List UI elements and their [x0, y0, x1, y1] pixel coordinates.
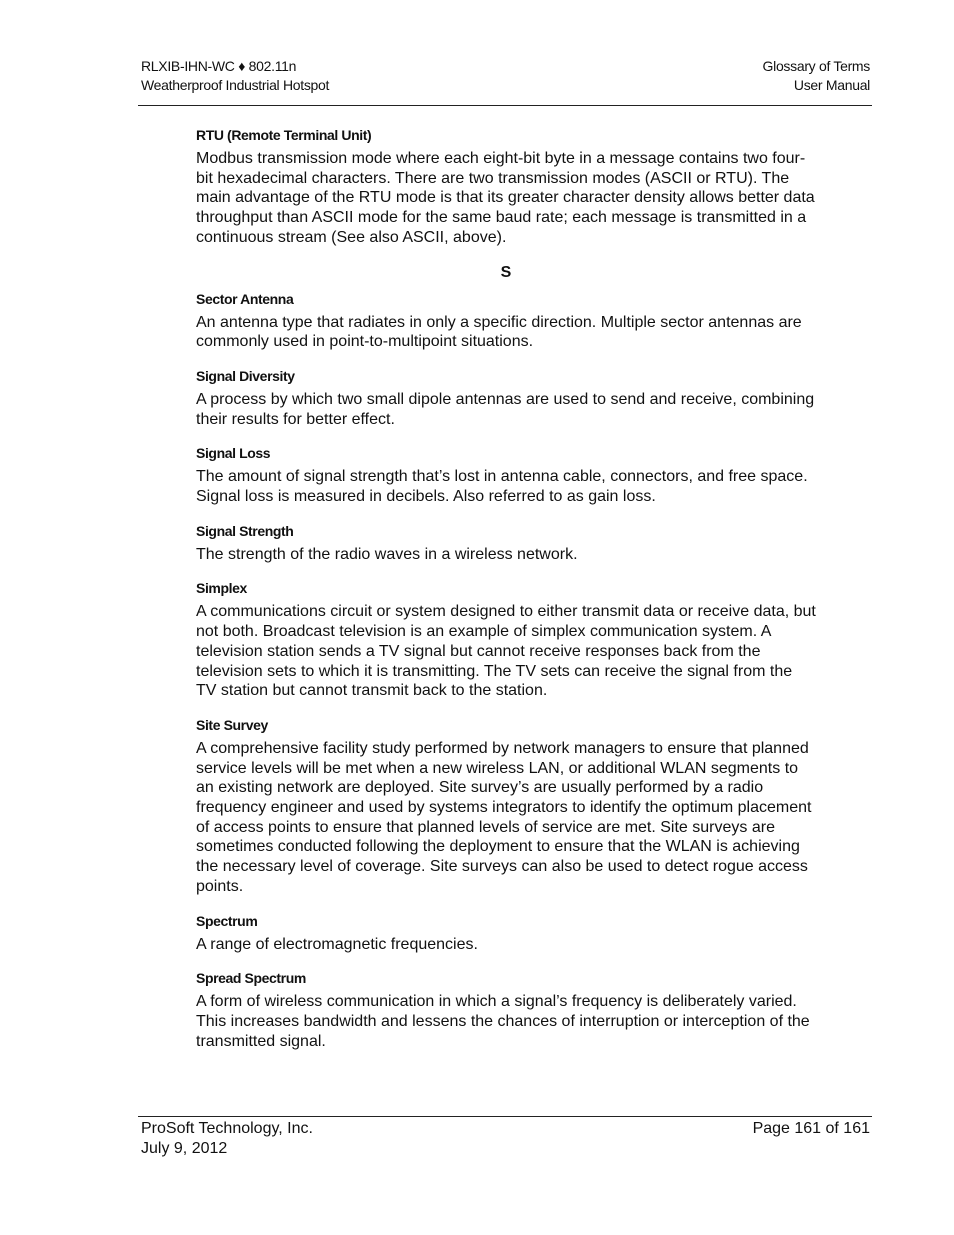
glossary-term: Spread Spectrum	[196, 970, 306, 987]
glossary-entry	[196, 444, 816, 506]
header-doc-type: User Manual	[793, 77, 870, 93]
glossary-entry	[196, 716, 816, 897]
glossary-entry	[196, 522, 816, 565]
glossary-term: Sector Antenna	[196, 290, 294, 307]
glossary-definition: The strength of the radio waves in a wireless network.	[196, 545, 578, 563]
section-letter: S	[500, 263, 512, 281]
header-right	[763, 57, 870, 95]
footer-divider	[138, 1116, 872, 1117]
glossary-term: RTU (Remote Terminal Unit)	[196, 127, 372, 143]
glossary-term: Signal Strength	[196, 522, 294, 539]
glossary-term: Signal Loss	[196, 445, 271, 462]
glossary-entry	[196, 969, 816, 1051]
glossary-entry	[196, 912, 816, 955]
footer-company: ProSoft Technology, Inc.	[141, 1120, 313, 1137]
glossary-definition: An antenna type that radiates in only a specific direction. Multiple sector antennas are commonly used in point-to-multipoint situations.	[196, 313, 802, 351]
glossary-entry	[196, 367, 816, 429]
header-product: RLXIB-IHN-WC ♦ 802.11n	[141, 58, 297, 74]
glossary-term: Signal Diversity	[196, 367, 295, 384]
glossary-term: Simplex	[196, 580, 247, 597]
header-subtitle: Weatherproof Industrial Hotspot	[141, 77, 330, 93]
glossary-content	[196, 126, 816, 1066]
glossary-entry	[196, 126, 816, 248]
footer-date: July 9, 2012	[141, 1140, 228, 1157]
header-section: Glossary of Terms	[762, 58, 870, 74]
glossary-definition: A communications circuit or system designed to either transmit data or receive data, but not both. Broadcast television is an example of simplex communication system. A television station sends a TV signal but cannot receive responses back from the television sets to which it is transmitting. The TV sets can receive the signal from the TV station but cannot transmit back to the station.	[196, 603, 816, 700]
glossary-term: Spectrum	[196, 912, 258, 929]
glossary-definition: A form of wireless communication in which a signal’s frequency is deliberately varied. This increases bandwidth and lessens the chances of interruption or interception of the transmitted signal.	[196, 993, 810, 1050]
header-divider	[138, 105, 872, 106]
glossary-definition: A comprehensive facility study performed by network managers to ensure that planned service levels will be met when a new wireless LAN, or additional WLAN segments to an existing network are deployed. Site survey’s are usually performed by a radio frequency engineer and used by systems integrators to identify the optimum placement of access points to ensure that planned levels of service are met. Site surveys are sometimes conducted following the deployment to ensure that the WLAN is achieving the necessary level of coverage. Site surveys can also be used to detect rogue access points.	[196, 739, 812, 895]
glossary-definition: The amount of signal strength that’s lost in antenna cable, connectors, and free space. Signal loss is measured in decibels. Also referred to as gain loss.	[196, 468, 808, 506]
glossary-definition: A range of electromagnetic frequencies.	[196, 935, 478, 953]
glossary-definition: A process by which two small dipole antennas are used to send and receive, combining their results for better effect.	[196, 390, 815, 428]
glossary-entry	[196, 290, 816, 352]
glossary-entry	[196, 579, 816, 701]
footer-left	[141, 1119, 313, 1159]
page-number: Page 161 of 161	[752, 1120, 870, 1137]
glossary-term: Site Survey	[196, 716, 268, 733]
header-left	[141, 57, 329, 95]
glossary-definition: Modbus transmission mode where each eight-bit byte in a message contains two four-bit hexadecimal characters. There are two transmission modes (ASCII or RTU). The main advantage of the RTU mode is that its greater character density allows better data throughput than ASCII mode for the same baud rate; each message is transmitted in a continuous stream (See also ASCII, above).	[196, 150, 815, 246]
